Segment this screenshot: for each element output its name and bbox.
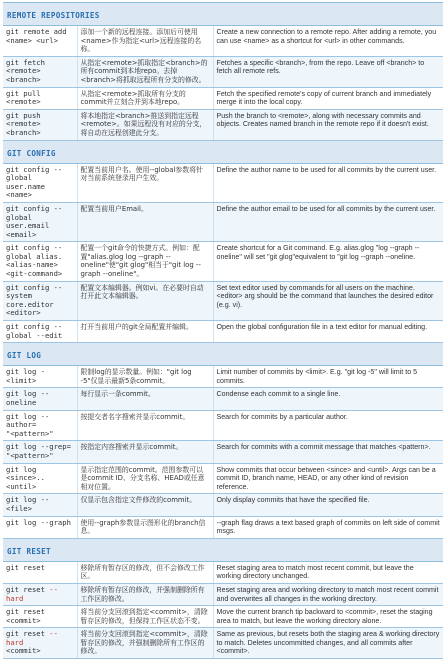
command-cell: [3, 583, 77, 605]
command-text: git log -<limit>: [6, 367, 45, 385]
command-text: git config -- global user.email <email>: [6, 203, 63, 239]
english-description: --graph flag draws a text based graph of commits on left side of commit msgs.: [213, 516, 443, 538]
chinese-description: 按指定内容搜索并显示commit。: [77, 441, 213, 463]
chinese-description: 按提交者名字搜索并显示commit。: [77, 410, 213, 441]
command-row: [3, 388, 443, 410]
chinese-description: 限制log的显示数量。例如："git log -5"仅显示最新5条commit。: [77, 366, 213, 388]
command-row: [3, 583, 443, 605]
section-title: REMOTE REPOSITORIES: [7, 11, 100, 20]
english-description: Set text editor used by commands for all users on the machine. <editor> arg should be the command that launches the desired editor (e.g. vi).: [213, 281, 443, 320]
command-cell: [3, 410, 77, 441]
command-cell: [3, 516, 77, 538]
command-text: git log -- <file>: [6, 495, 54, 513]
command-text: git log --grep= "<pattern>": [6, 442, 71, 460]
command-text: git fetch <remote> <branch>: [6, 57, 45, 84]
command-flag: --hard: [6, 584, 58, 603]
chinese-description: 将当前分支回滚到指定<commit>，清除暂存区的修改，并强制删除所有工作区的修改。: [77, 628, 213, 659]
command-text: git config -- global --edit: [6, 322, 63, 340]
chinese-description: 配置当前用户Email。: [77, 202, 213, 241]
command-cell: [3, 321, 77, 343]
command-text: git log --oneline: [6, 389, 50, 407]
command-cell: [3, 87, 77, 109]
command-text: git reset <commit>: [6, 607, 45, 625]
chinese-description: 打开当前用户的git全局配置并编辑。: [77, 321, 213, 343]
command-flag: --hard: [6, 629, 58, 647]
command-row: [3, 410, 443, 441]
command-row: [3, 628, 443, 659]
section-header-cell: [3, 538, 443, 561]
chinese-description: 添加一个新的远程连接。添加后可使用<name>作为指定<url>远程连接的名称。: [77, 26, 213, 57]
cheat-sheet-table: [3, 2, 443, 659]
english-description: Condense each commit to a single line.: [213, 388, 443, 410]
command-text: git log <since>..<until>: [6, 464, 45, 491]
command-text: git log --author= "<pattern>": [6, 411, 54, 438]
command-text: git push <remote> <branch>: [6, 110, 41, 137]
chinese-description: 移除所有暂存区的修改，但不会修改工作区。: [77, 561, 213, 583]
english-description: Limit number of commits by <limit>. E.g. "git log -5" will limit to 5 commits.: [213, 366, 443, 388]
command-cell: [3, 242, 77, 281]
english-description: Create shortcut for a Git command. E.g. alias.glog "log --graph --oneline" will set "git glog"equivalent to "git log --graph --oneline.: [213, 242, 443, 281]
chinese-description: 配置当前用户名。使用--global参数将针对当前系统登录用户生效。: [77, 163, 213, 202]
command-cell: [3, 163, 77, 202]
cheat-sheet: [3, 2, 443, 659]
command-cell: [3, 26, 77, 57]
section-header: [3, 538, 443, 561]
english-description: Define the author name to be used for all commits by the current user.: [213, 163, 443, 202]
command-row: [3, 26, 443, 57]
command-cell: [3, 281, 77, 320]
command-row: [3, 56, 443, 87]
section-header: [3, 140, 443, 163]
chinese-description: 配置一个git命令的快捷方式。例如：配置"alias.glog log --graph --oneline"使"git glog"相当于"git log --graph --oneline"。: [77, 242, 213, 281]
english-description: Open the global configuration file in a text editor for manual editing.: [213, 321, 443, 343]
command-text: git config -- system core.editor <editor>: [6, 282, 63, 318]
command-row: [3, 516, 443, 538]
command-row: [3, 561, 443, 583]
section-header-cell: [3, 343, 443, 366]
english-description: Define the author email to be used for all commits by the current user.: [213, 202, 443, 241]
command-row: [3, 242, 443, 281]
command-row: [3, 163, 443, 202]
chinese-description: 仅显示包含指定文件修改的commit。: [77, 494, 213, 516]
command-argument: <commit>: [6, 646, 41, 656]
command-row: [3, 463, 443, 494]
command-row: [3, 441, 443, 463]
command-cell: [3, 56, 77, 87]
chinese-description: 使用--graph参数显示图形化的branch信息。: [77, 516, 213, 538]
section-title: GIT CONFIG: [7, 148, 56, 158]
english-description: Reset staging area and working directory to match most recent commit and overwrites all changes in the working directory.: [213, 583, 443, 605]
command-cell: [3, 561, 77, 583]
command-row: [3, 87, 443, 109]
command-text: git pull <remote>: [6, 88, 45, 107]
english-description: Only display commits that have the specified file.: [213, 494, 443, 516]
command-text: git reset: [6, 629, 50, 639]
chinese-description: 移除所有暂存区的修改，并强制删除所有工作区的修改。: [77, 583, 213, 605]
section-header-cell: [3, 3, 443, 26]
section-title: GIT LOG: [7, 351, 42, 361]
command-text: git reset: [6, 584, 50, 594]
chinese-description: 从指定<remote>抓取所有分支的commit并立刻合并到本地repo。: [77, 87, 213, 109]
command-text: git config -- global alias. <alias-name> <git-command>: [6, 243, 63, 279]
chinese-description: 将本地指定<branch>推送到指定远程<remote>。如果远程没有对应的分支，将自动在远程创建此分支。: [77, 109, 213, 140]
command-text: git remote add <name> <url>: [6, 27, 67, 45]
section-header-cell: [3, 140, 443, 163]
command-row: [3, 606, 443, 628]
command-cell: [3, 628, 77, 659]
english-description: Reset staging area to match most recent commit, but leave the working directory unchanged.: [213, 561, 443, 583]
command-row: [3, 366, 443, 388]
command-text: git config -- global user.name <name>: [6, 164, 63, 200]
section-title: GIT RESET: [7, 546, 51, 556]
command-row: [3, 109, 443, 140]
english-description: Move the current branch tip backward to <commit>, reset the staging area to match, but leave the working directory alone.: [213, 606, 443, 628]
command-cell: [3, 109, 77, 140]
section-header: [3, 343, 443, 366]
command-cell: [3, 606, 77, 628]
english-description: Same as previous, but resets both the staging area & working directory to match. Deletes uncommitted changes, and all commits after <commit>.: [213, 628, 443, 659]
command-cell: [3, 202, 77, 241]
english-description: Search for commits by a particular author.: [213, 410, 443, 441]
command-cell: [3, 388, 77, 410]
command-row: [3, 321, 443, 343]
section-header: [3, 3, 443, 26]
command-cell: [3, 366, 77, 388]
english-description: Push the branch to <remote>, along with necessary commits and objects. Creates named branch in the remote repo if it doesn't exist.: [213, 109, 443, 140]
english-description: Fetch the specified remote's copy of current branch and immediately merge it into the local copy.: [213, 87, 443, 109]
command-cell: [3, 494, 77, 516]
chinese-description: 配置文本编辑器。例如vi。在必要时自动打开此文本编辑器。: [77, 281, 213, 320]
command-row: [3, 202, 443, 241]
english-description: Search for commits with a commit message that matches <pattern>.: [213, 441, 443, 463]
command-row: [3, 281, 443, 320]
chinese-description: 从指定<remote>抓取指定<branch>的所有commit到本地repo。去掉<branch>将抓取远程所有分支的修改。: [77, 56, 213, 87]
english-description: Fetches a specific <branch>, from the repo. Leave off <branch> to fetch all remote refs.: [213, 56, 443, 87]
command-text: git log --graph: [6, 517, 71, 527]
command-cell: [3, 463, 77, 494]
english-description: Create a new connection to a remote repo. After adding a remote, you can use <name> as a shortcut for <url> in other commands.: [213, 26, 443, 57]
command-text: git reset: [6, 562, 45, 572]
chinese-description: 显示指定范围的commit。范围参数可以是commit ID、分支名称、HEAD或任意相对位置。: [77, 463, 213, 494]
chinese-description: 每行显示一条commit。: [77, 388, 213, 410]
english-description: Show commits that occur between <since> and <until>. Args can be a commit ID, branch name, HEAD, or any other kind of revision reference.: [213, 463, 443, 494]
chinese-description: 将当前分支回滚到指定<commit>，清除暂存区的修改，但保持工作区状态不变。: [77, 606, 213, 628]
command-cell: [3, 441, 77, 463]
command-row: [3, 494, 443, 516]
